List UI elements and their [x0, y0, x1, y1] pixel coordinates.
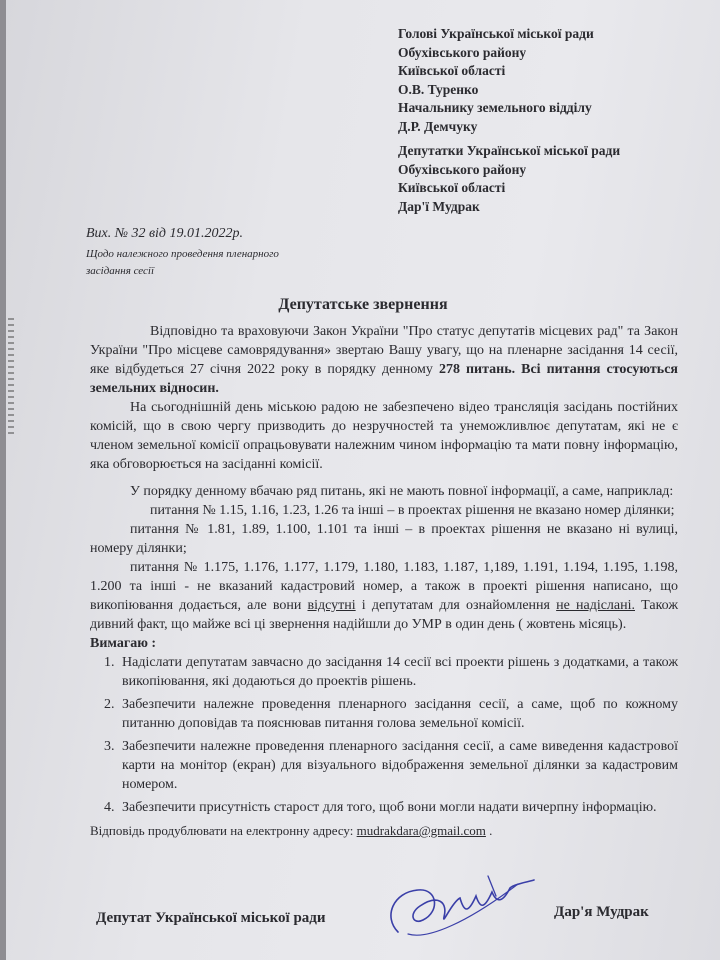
paragraph-3: У порядку денному вбачаю ряд питань, які не мають повної інформації, а саме, наприклад: — [130, 484, 674, 499]
demand-item: 1. Надіслати депутатам завчасно до засідання 14 сесії всі проекти рішень з додатками, а також викопіювання, які додаються до проектів рішень. — [118, 653, 678, 691]
paragraph-2: На сьогоднішній день міською радою не забезпечено відео трансляція засідань постійних комісій, що в свою чергу призводить до незручностей та унеможливлює депутатам, які не є членом земельної комісії опрацьовувати належним чином інформацію та мати повну інформацію, яка обговорюється на засіданні комісії. — [90, 400, 678, 472]
addressee-line: Д.Р. Демчуку — [398, 118, 478, 134]
sender-block — [398, 142, 620, 216]
signer-name: Дар'я Мудрак — [554, 904, 649, 920]
demand-list — [90, 653, 678, 817]
paragraph-text: питання № 1.175, 1.176, 1.177, 1.179, 1.180, 1.183, 1.187, 1,189, 1.191, 1.194, 1.195, 1.198, 1.200 та інші - не вказаний кадастровий номер, а також в проекті рішення написано, що викопіювання додається, але вони — [90, 560, 678, 613]
email-link[interactable]: mudrakdara@gmail.com — [356, 823, 486, 838]
reply-request — [90, 821, 678, 840]
addressee-line: Голові Української міської ради — [398, 26, 594, 41]
demand-label: Вимагаю : — [90, 636, 157, 651]
sender-line: Депутатки Української міської ради — [398, 143, 621, 158]
reply-end: . — [485, 823, 493, 838]
paragraph-4: питання № 1.15, 1.16, 1.23, 1.26 та інші – в проектах рішення не вказано номер ділянки; — [150, 503, 675, 518]
letter-subject: Щодо належного проведення пленарного засідання сесії — [86, 248, 279, 277]
addressee-line: Обухівського району — [398, 44, 527, 60]
underlined-text: відсутні — [307, 598, 356, 613]
binding-mark — [8, 318, 14, 438]
paragraph-bold-text: 278 питань. Всі питання стосуються земельних відносин. — [90, 362, 678, 396]
addressee-line: Начальнику земельного відділу — [398, 100, 592, 115]
document-page — [6, 0, 720, 960]
sender-line: Київської області — [398, 180, 506, 195]
reply-text: Відповідь продублювати на електронну адресу: — [90, 823, 357, 838]
underlined-text: не надіслані. — [556, 598, 635, 613]
addressee-line: О.В. Туренко — [398, 81, 479, 97]
paragraph-text: Також дивний факт, що майже всі ці звернення надійшли до УМР в один день ( жовтень місяць). — [90, 598, 678, 632]
paragraph-5: питання № 1.81, 1.89, 1.100, 1.101 та інші – в проектах рішення не вказано ні вулиці, номеру ділянки; — [90, 522, 678, 556]
outgoing-number: Вих. № 32 від 19.01.2022р. — [86, 226, 244, 241]
paragraph-6 — [90, 558, 678, 634]
document-title: Депутатське звернення — [278, 296, 448, 313]
paragraph-text: Відповідно та враховуючи Закон України "Про статус депутатів місцевих рад" та Закон України "Про місцеве самоврядування» звертаю Вашу увагу, що на пленарне засідання 14 сесії, яке відбудеться 27 січня 2022 року в порядку денному — [90, 324, 678, 377]
demand-item: 4. Забезпечити присутність старост для того, щоб вони могли надати вичерпну інформацію. — [118, 798, 678, 817]
sender-line: Обухівського району — [398, 161, 527, 177]
demand-item: 2. Забезпечити належне проведення пленарного засідання сесії, а саме, щоб по кожному питанню доповідав та пояснював питання голова земельної комісії. — [118, 695, 678, 733]
handwritten-signature — [378, 862, 538, 952]
paragraph-text: і депутатам для ознайомлення — [355, 598, 557, 613]
paragraph-1 — [90, 322, 678, 398]
addressee-block — [398, 25, 594, 136]
demand-item: 3. Забезпечити належне проведення пленарного засідання сесії, а саме виведення кадастрової карти на монітор (екран) для візуального відображення земельної ділянки за кадастровим номером. — [118, 737, 678, 794]
sender-line: Дар'ї Мудрак — [398, 198, 480, 214]
document-body — [90, 322, 678, 840]
signer-position: Депутат Української міської ради — [96, 910, 326, 926]
addressee-line: Київської області — [398, 63, 506, 78]
